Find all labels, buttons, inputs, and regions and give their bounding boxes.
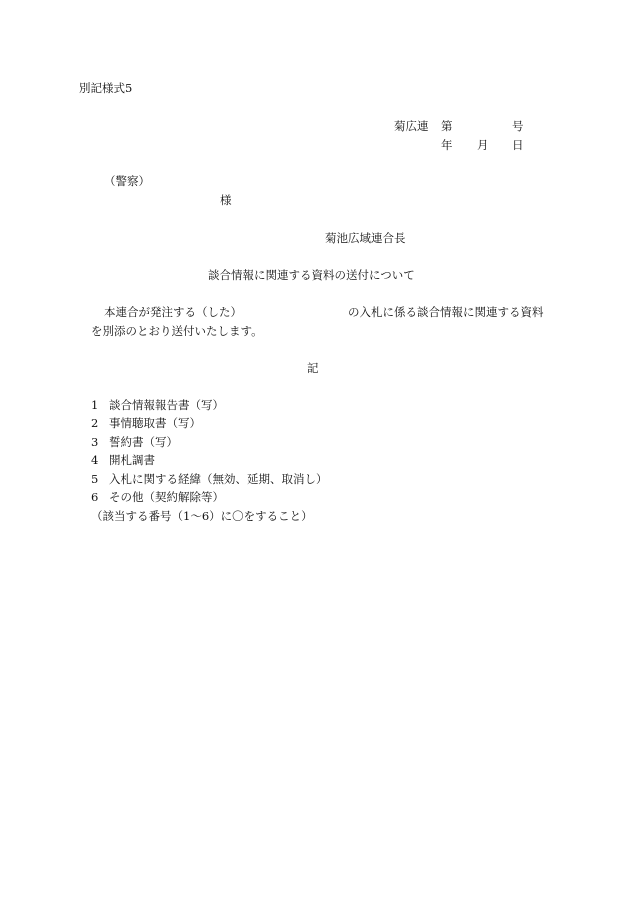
- item-number: 3: [91, 435, 99, 449]
- document-subject: 談合情報に関連する資料の送付について: [208, 268, 415, 282]
- body-line-1-part-1: 本連合が発注する（した）: [104, 305, 242, 319]
- list-item: [91, 435, 178, 449]
- date-day: 日: [512, 138, 524, 152]
- list-item: [91, 416, 201, 430]
- list-item: [91, 490, 224, 504]
- date-year: 年: [441, 138, 453, 152]
- item-label: 談合情報報告書（写）: [109, 398, 224, 412]
- item-label: 事情聴取書（写）: [109, 416, 201, 430]
- body-line-2: を別添のとおり送付いたします。: [91, 324, 263, 338]
- number-suffix: 号: [512, 119, 524, 133]
- issuer-abbreviation: 菊広連: [394, 119, 429, 133]
- list-item: [91, 472, 328, 486]
- sender-name: 菊池広域連合長: [325, 231, 406, 245]
- item-number: 5: [91, 472, 99, 486]
- body-line-1-part-2: の入札に係る談合情報に関連する資料: [348, 305, 544, 319]
- form-label: 別記様式5: [79, 81, 133, 95]
- date-month: 月: [477, 138, 489, 152]
- list-item: [91, 453, 155, 467]
- recipient-honorific: 様: [220, 193, 232, 207]
- item-label: その他（契約解除等）: [109, 490, 224, 504]
- item-label: 開札調書: [109, 453, 155, 467]
- recipient-organization: （警察）: [104, 174, 150, 188]
- item-number: 6: [91, 490, 99, 504]
- item-label: 誓約書（写）: [109, 435, 178, 449]
- list-item: [91, 398, 224, 412]
- item-number: 4: [91, 453, 99, 467]
- item-label: 入札に関する経緯（無効、延期、取消し）: [109, 472, 328, 486]
- instruction-note: （該当する番号（1～6）に〇をすること）: [91, 509, 313, 523]
- ki-heading: 記: [307, 361, 319, 375]
- item-number: 2: [91, 416, 99, 430]
- number-prefix: 第: [441, 119, 453, 133]
- item-number: 1: [91, 398, 99, 412]
